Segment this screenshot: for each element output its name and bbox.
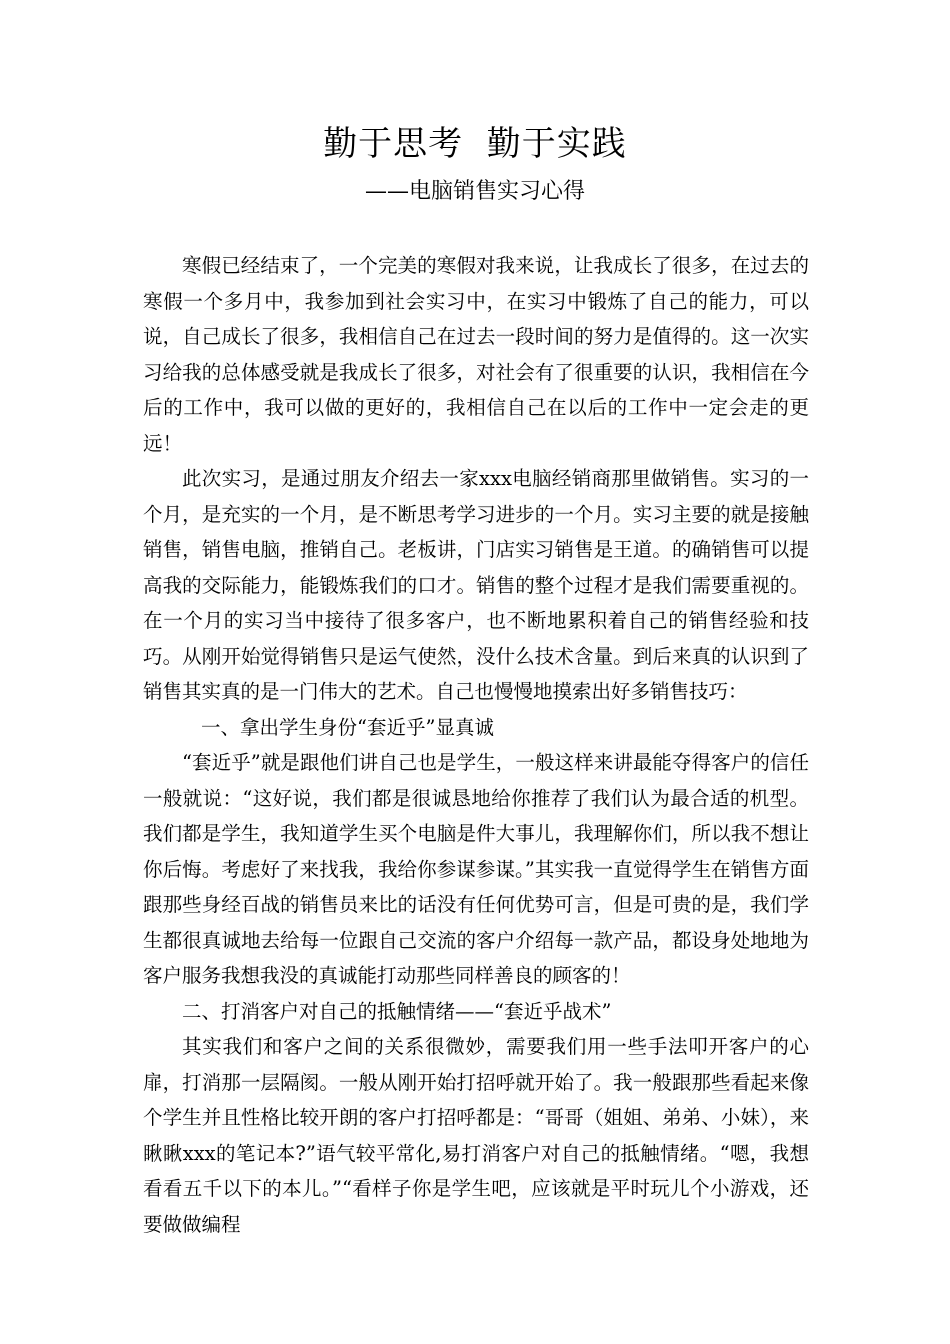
paragraph-internship: 此次实习，是通过朋友介绍去一家xxx电脑经销商那里做销售。实习的一个月，是充实的一个月，是不断思考学习进步的一个月。实习主要的就是接触销售，销售电脑，推销自己。老板讲，门店实习销售是王道。的确销售可以提高我的交际能力，能锻炼我们的口才。销售的整个过程才是我们需要重视的。在一个月的实习当中接待了很多客户，也不断地累积着自己的销售经验和技巧。从刚开始觉得销售只是运气使然，没什么技术含量。到后来真的认识到了销售其实真的是一门伟大的艺术。自己也慢慢地摸索出好多销售技巧： (143, 467, 809, 703)
paragraph-section-1: “套近乎”就是跟他们讲自己也是学生，一般这样来讲最能夺得客户的信任一般就说：“这好说，我们都是很诚恳地给你推荐了我们认为最合适的机型。我们都是学生，我知道学生买个电脑是件大事儿，我理解你们，所以我不想让你后悔。考虑好了来找我，我给你参谋参谋。”其实我一直觉得学生在销售方面跟那些身经百战的销售员来比的话没有任何优势可言，但是可贵的是，我们学生都很真诚地去给每一位跟自己交流的客户介绍每一款产品，都设身处地地为客户服务我想我没的真诚能打动那些同样善良的顾客的！ (143, 751, 809, 987)
page-subtitle: ——电脑销售实习心得 (364, 179, 585, 204)
paragraph-section-2: 其实我们和客户之间的关系很微妙，需要我们用一些手法叩开客户的心扉，打消那一层隔阂。一般从刚开始打招呼就开始了。我一般跟那些看起来像个学生并且性格比较开朗的客户打招呼都是：“哥哥（姐姐、弟弟、小妹），来瞅瞅xxx的笔记本?”语气较平常化,易打消客户对自己的抵触情绪。“嗯，我想看看五千以下的本儿。”“看样子你是学生吧，应该就是平时玩儿个小游戏，还要做做编程 (143, 1035, 809, 1236)
section-heading-2: 二、打消客户对自己的抵触情绪——“套近乎战术” (182, 999, 612, 1023)
section-heading-1: 一、拿出学生身份“套近乎”显真诚 (201, 715, 494, 739)
page-title: 勤于思考 勤于实践 (323, 124, 627, 164)
paragraph-intro: 寒假已经结束了，一个完美的寒假对我来说，让我成长了很多，在过去的寒假一个多月中，我参加到社会实习中，在实习中锻炼了自己的能力，可以说，自己成长了很多，我相信自己在过去一段时间的努力是值得的。这一次实习给我的总体感受就是我成长了很多，对社会有了很重要的认识，我相信在今后的工作中，我可以做的更好的，我相信自己在以后的工作中一定会走的更远！ (143, 254, 809, 455)
document-body (143, 248, 809, 1242)
